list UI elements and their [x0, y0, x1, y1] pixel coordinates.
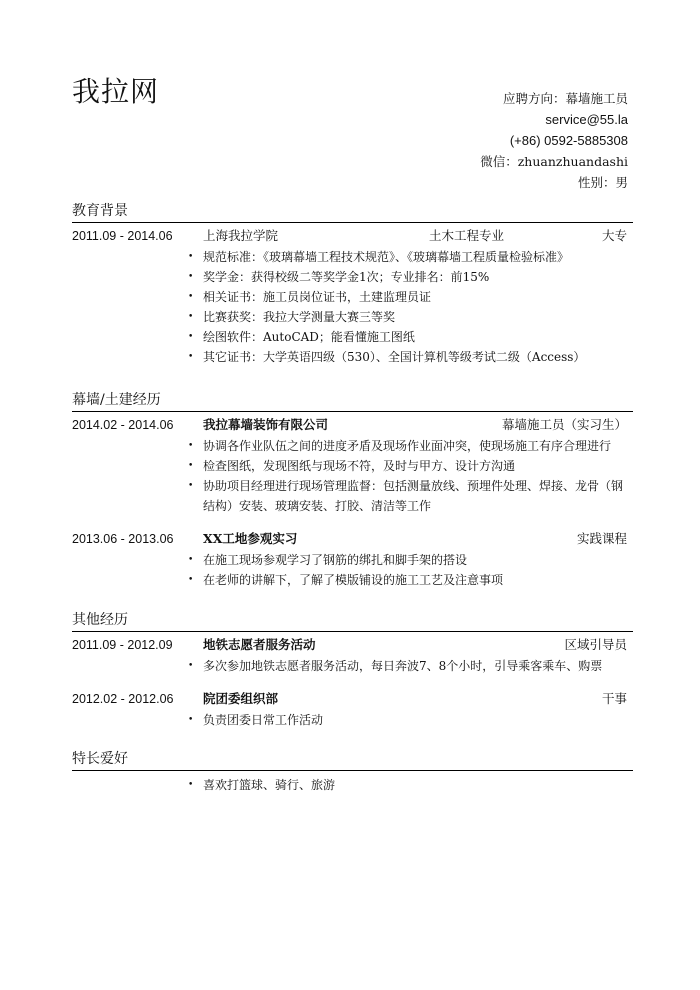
bullet-icon: • — [188, 441, 194, 451]
list-item-text: 协调各作业队伍之间的进度矛盾及现场作业面冲突，使现场施工有序合理进行 — [203, 439, 612, 453]
degree: 大专 — [601, 228, 627, 243]
other-entry-head — [72, 688, 633, 710]
list-item-text: 在施工现场参观学习了钢筋的绑扎和脚手架的搭设 — [203, 553, 468, 567]
list-item-text: 在老师的讲解下，了解了模版铺设的施工工艺及注意事项 — [203, 573, 504, 587]
bullet-icon: • — [188, 575, 194, 585]
list-item-text: 其它证书：大学英语四级（530）、全国计算机等级考试二级（Access） — [203, 350, 586, 364]
list-item — [72, 456, 633, 476]
list-item — [72, 570, 633, 590]
bullet-icon: • — [188, 272, 194, 282]
list-item-text: 检查图纸，发现图纸与现场不符，及时与甲方、设计方沟通 — [203, 459, 516, 473]
list-item-text: 多次参加地铁志愿者服务活动，每日奔波7、8个小时，引导乘客乘车、购票 — [203, 659, 603, 673]
wechat: 微信：zhuanzhuandashi — [480, 154, 628, 169]
other-section — [72, 609, 633, 730]
other-entry-head — [72, 634, 633, 656]
education-entry-head — [72, 225, 633, 247]
bullet-icon: • — [188, 661, 194, 671]
bullet-icon: • — [188, 312, 194, 322]
list-item-text: 负责团委日常工作活动 — [203, 713, 324, 727]
bullet-icon: • — [188, 481, 194, 491]
role: 幕墙施工员（实习生） — [501, 417, 627, 432]
hobbies-list — [72, 775, 633, 795]
list-item — [72, 550, 633, 570]
education-title: 教育背景 — [72, 200, 633, 223]
list-item-text: 相关证书：施工员岗位证书，土建监理员证 — [203, 290, 432, 304]
list-item — [72, 656, 633, 676]
other-list — [72, 656, 633, 676]
contact-block — [480, 88, 628, 193]
entry-date: 2014.02 - 2014.06 — [72, 418, 174, 432]
education-list — [72, 247, 633, 367]
list-item — [72, 287, 633, 307]
list-item-text: 协助项目经理进行现场管理监督：包括测量放线、预埋件处理、焊接、龙骨（钢结构）安装、玻璃安装、打胶、清洁等工作 — [203, 479, 624, 513]
role: 干事 — [601, 691, 627, 706]
bullet-icon: • — [188, 461, 194, 471]
activity-name: 院团委组织部 — [203, 691, 279, 706]
role: 实践课程 — [576, 531, 627, 546]
activity-name: 地铁志愿者服务活动 — [203, 637, 316, 652]
bullet-icon: • — [188, 352, 194, 362]
role: 区域引导员 — [564, 637, 627, 652]
bullet-icon: • — [188, 252, 194, 262]
education-date: 2011.09 - 2014.06 — [72, 229, 173, 243]
experience-list — [72, 550, 633, 590]
other-title: 其他经历 — [72, 609, 633, 632]
company-name: XX工地参观实习 — [203, 531, 298, 546]
list-item-text: 喜欢打篮球、骑行、旅游 — [203, 778, 336, 792]
experience-title: 幕墙/土建经历 — [72, 389, 633, 412]
list-item — [72, 775, 633, 795]
list-item-text: 奖学金：获得校级二等奖学金1次；专业排名：前15% — [203, 270, 490, 284]
experience-list — [72, 436, 633, 516]
list-item — [72, 307, 633, 327]
list-item — [72, 710, 633, 730]
hobbies-title: 特长爱好 — [72, 748, 633, 771]
company-name: 我拉幕墙装饰有限公司 — [203, 417, 329, 432]
list-item — [72, 247, 633, 267]
phone: (+86) 0592-5885308 — [509, 133, 628, 148]
list-item — [72, 327, 633, 347]
major: 土木工程专业 — [429, 228, 505, 243]
entry-date: 2012.02 - 2012.06 — [72, 692, 174, 706]
list-item — [72, 476, 633, 516]
email: service@55.la — [545, 112, 628, 127]
experience-section — [72, 389, 633, 590]
bullet-icon: • — [188, 715, 194, 725]
list-item-text: 比赛获奖：我拉大学测量大赛三等奖 — [203, 310, 396, 324]
education-section — [72, 200, 633, 367]
list-item-text: 绘图软件：AutoCAD；能看懂施工图纸 — [203, 330, 415, 344]
entry-date: 2013.06 - 2013.06 — [72, 532, 174, 546]
other-list — [72, 710, 633, 730]
entry-date: 2011.09 - 2012.09 — [72, 638, 173, 652]
list-item — [72, 347, 633, 367]
target-position: 应聘方向：幕墙施工员 — [502, 91, 628, 106]
experience-entry-head — [72, 528, 633, 550]
bullet-icon: • — [188, 292, 194, 302]
bullet-icon: • — [188, 555, 194, 565]
bullet-icon: • — [188, 780, 194, 790]
gender: 性别：男 — [577, 175, 628, 190]
resume-name: 我拉网 — [72, 75, 160, 108]
school-name: 上海我拉学院 — [203, 228, 279, 243]
bullet-icon: • — [188, 332, 194, 342]
hobbies-section — [72, 748, 633, 795]
list-item — [72, 267, 633, 287]
list-item-text: 规范标准：《玻璃幕墙工程技术规范》、《玻璃幕墙工程质量检验标准》 — [203, 250, 570, 264]
experience-entry-head — [72, 414, 633, 436]
list-item — [72, 436, 633, 456]
